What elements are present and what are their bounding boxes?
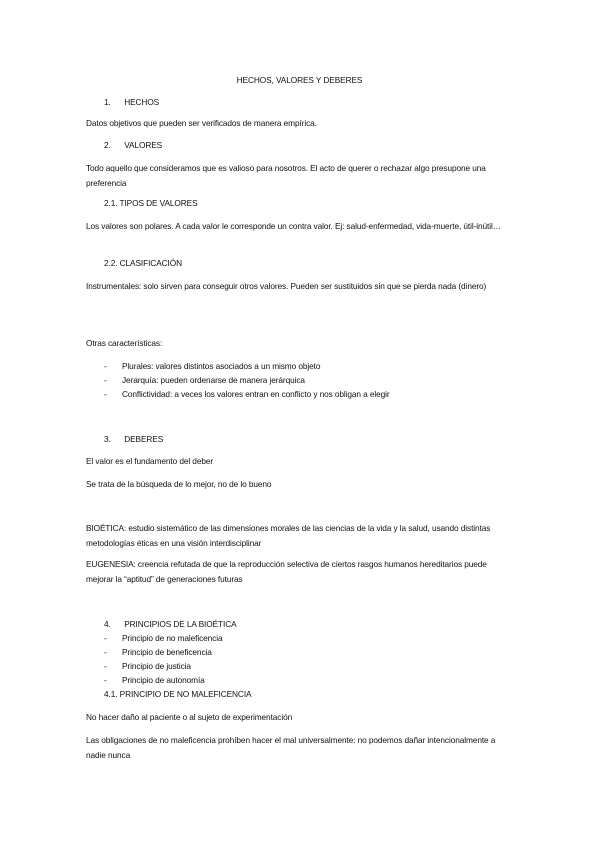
section-heading-principios [104,617,237,632]
subsection-heading-no-maleficencia: 4.1. PRINCIPIO DE NO MALEFICENCIA [104,689,252,699]
bullet-dash: - [104,633,107,643]
bullet-dash: - [104,361,107,371]
list-item-text: Principio de autonomía [122,675,205,685]
list-item-text: Conflictividad: a veces los valores entran en conflicto y nos obligan a elegir [122,389,390,399]
list-item-text: Principio de no maleficencia [122,633,223,643]
section-label: HECHOS [124,97,160,107]
paragraph-tipos: Los valores son polares. A cada valor le corresponde un contra valor. Ej: salud-enfermedad, vida-muerte, útil-inútil… [86,221,501,231]
paragraph-otras-caracteristicas: Otras características: [86,338,163,348]
section-heading-valores [104,138,162,153]
subsection-heading-tipos: 2.1. TIPOS DE VALORES [104,198,198,208]
section-heading-deberes [104,432,163,447]
section-label: PRINCIPIOS DE LA BIOÉTICA [124,619,237,629]
list-item-text: Principio de justicia [122,661,191,671]
paragraph-deberes-1: El valor es el fundamento del deber [86,456,214,466]
list-item-text: Principio de beneficencia [122,647,212,657]
list-item-text: Jerarquía: pueden ordenarse de manera jerárquica [122,375,305,385]
bullet-dash: - [104,389,107,399]
paragraph-eugenesia: EUGENESIA: creencia refutada de que la reproducción selectiva de ciertos rasgos humanos hereditarios puede mejorar la “aptitud” de generaciones futuras [86,559,487,584]
paragraph-no-maleficencia-1: No hacer daño al paciente o al sujeto de experimentación [86,712,293,722]
section-number: 1. [104,97,111,107]
paragraph-deberes-2: Se trata de la búsqueda de lo mejor, no de lo bueno [86,479,272,489]
subsection-heading-clasificacion: 2.2. CLASIFICACIÓN [104,258,182,268]
section-number: 4. [104,619,111,629]
section-number: 3. [104,434,111,444]
bullet-dash: - [104,375,107,385]
paragraph-clasificacion: Instrumentales: solo sirven para conseguir otros valores. Pueden ser sustituidos sin que se pierda nada (dinero) [86,281,487,291]
bullet-dash: - [104,647,107,657]
paragraph-no-maleficencia-2: Las obligaciones de no maleficencia prohíben hacer el mal universalmente: no podemos dañar intencionalmente a nadie nunca [86,735,496,760]
paragraph-valores: Todo aquello que consideramos que es valioso para nosotros. El acto de querer o rechazar algo presupone una preferencia [86,163,486,188]
page-title: HECHOS, VALORES Y DEBERES [236,75,363,85]
section-label: VALORES [124,140,163,150]
paragraph-hechos: Datos objetivos que pueden ser verificados de manera empírica. [86,118,317,128]
section-heading-hechos [104,95,159,110]
paragraph-bioetica: BIOÉTICA: estudio sistemático de las dimensiones morales de las ciencias de la vida y la salud, usando distintas metodologías éticas en una visión interdisciplinar [86,523,491,548]
section-label: DEBERES [124,434,164,444]
bullet-dash: - [104,675,107,685]
section-number: 2. [104,140,111,150]
bullet-dash: - [104,661,107,671]
list-item-text: Plurales: valores distintos asociados a un mismo objeto [122,361,321,371]
